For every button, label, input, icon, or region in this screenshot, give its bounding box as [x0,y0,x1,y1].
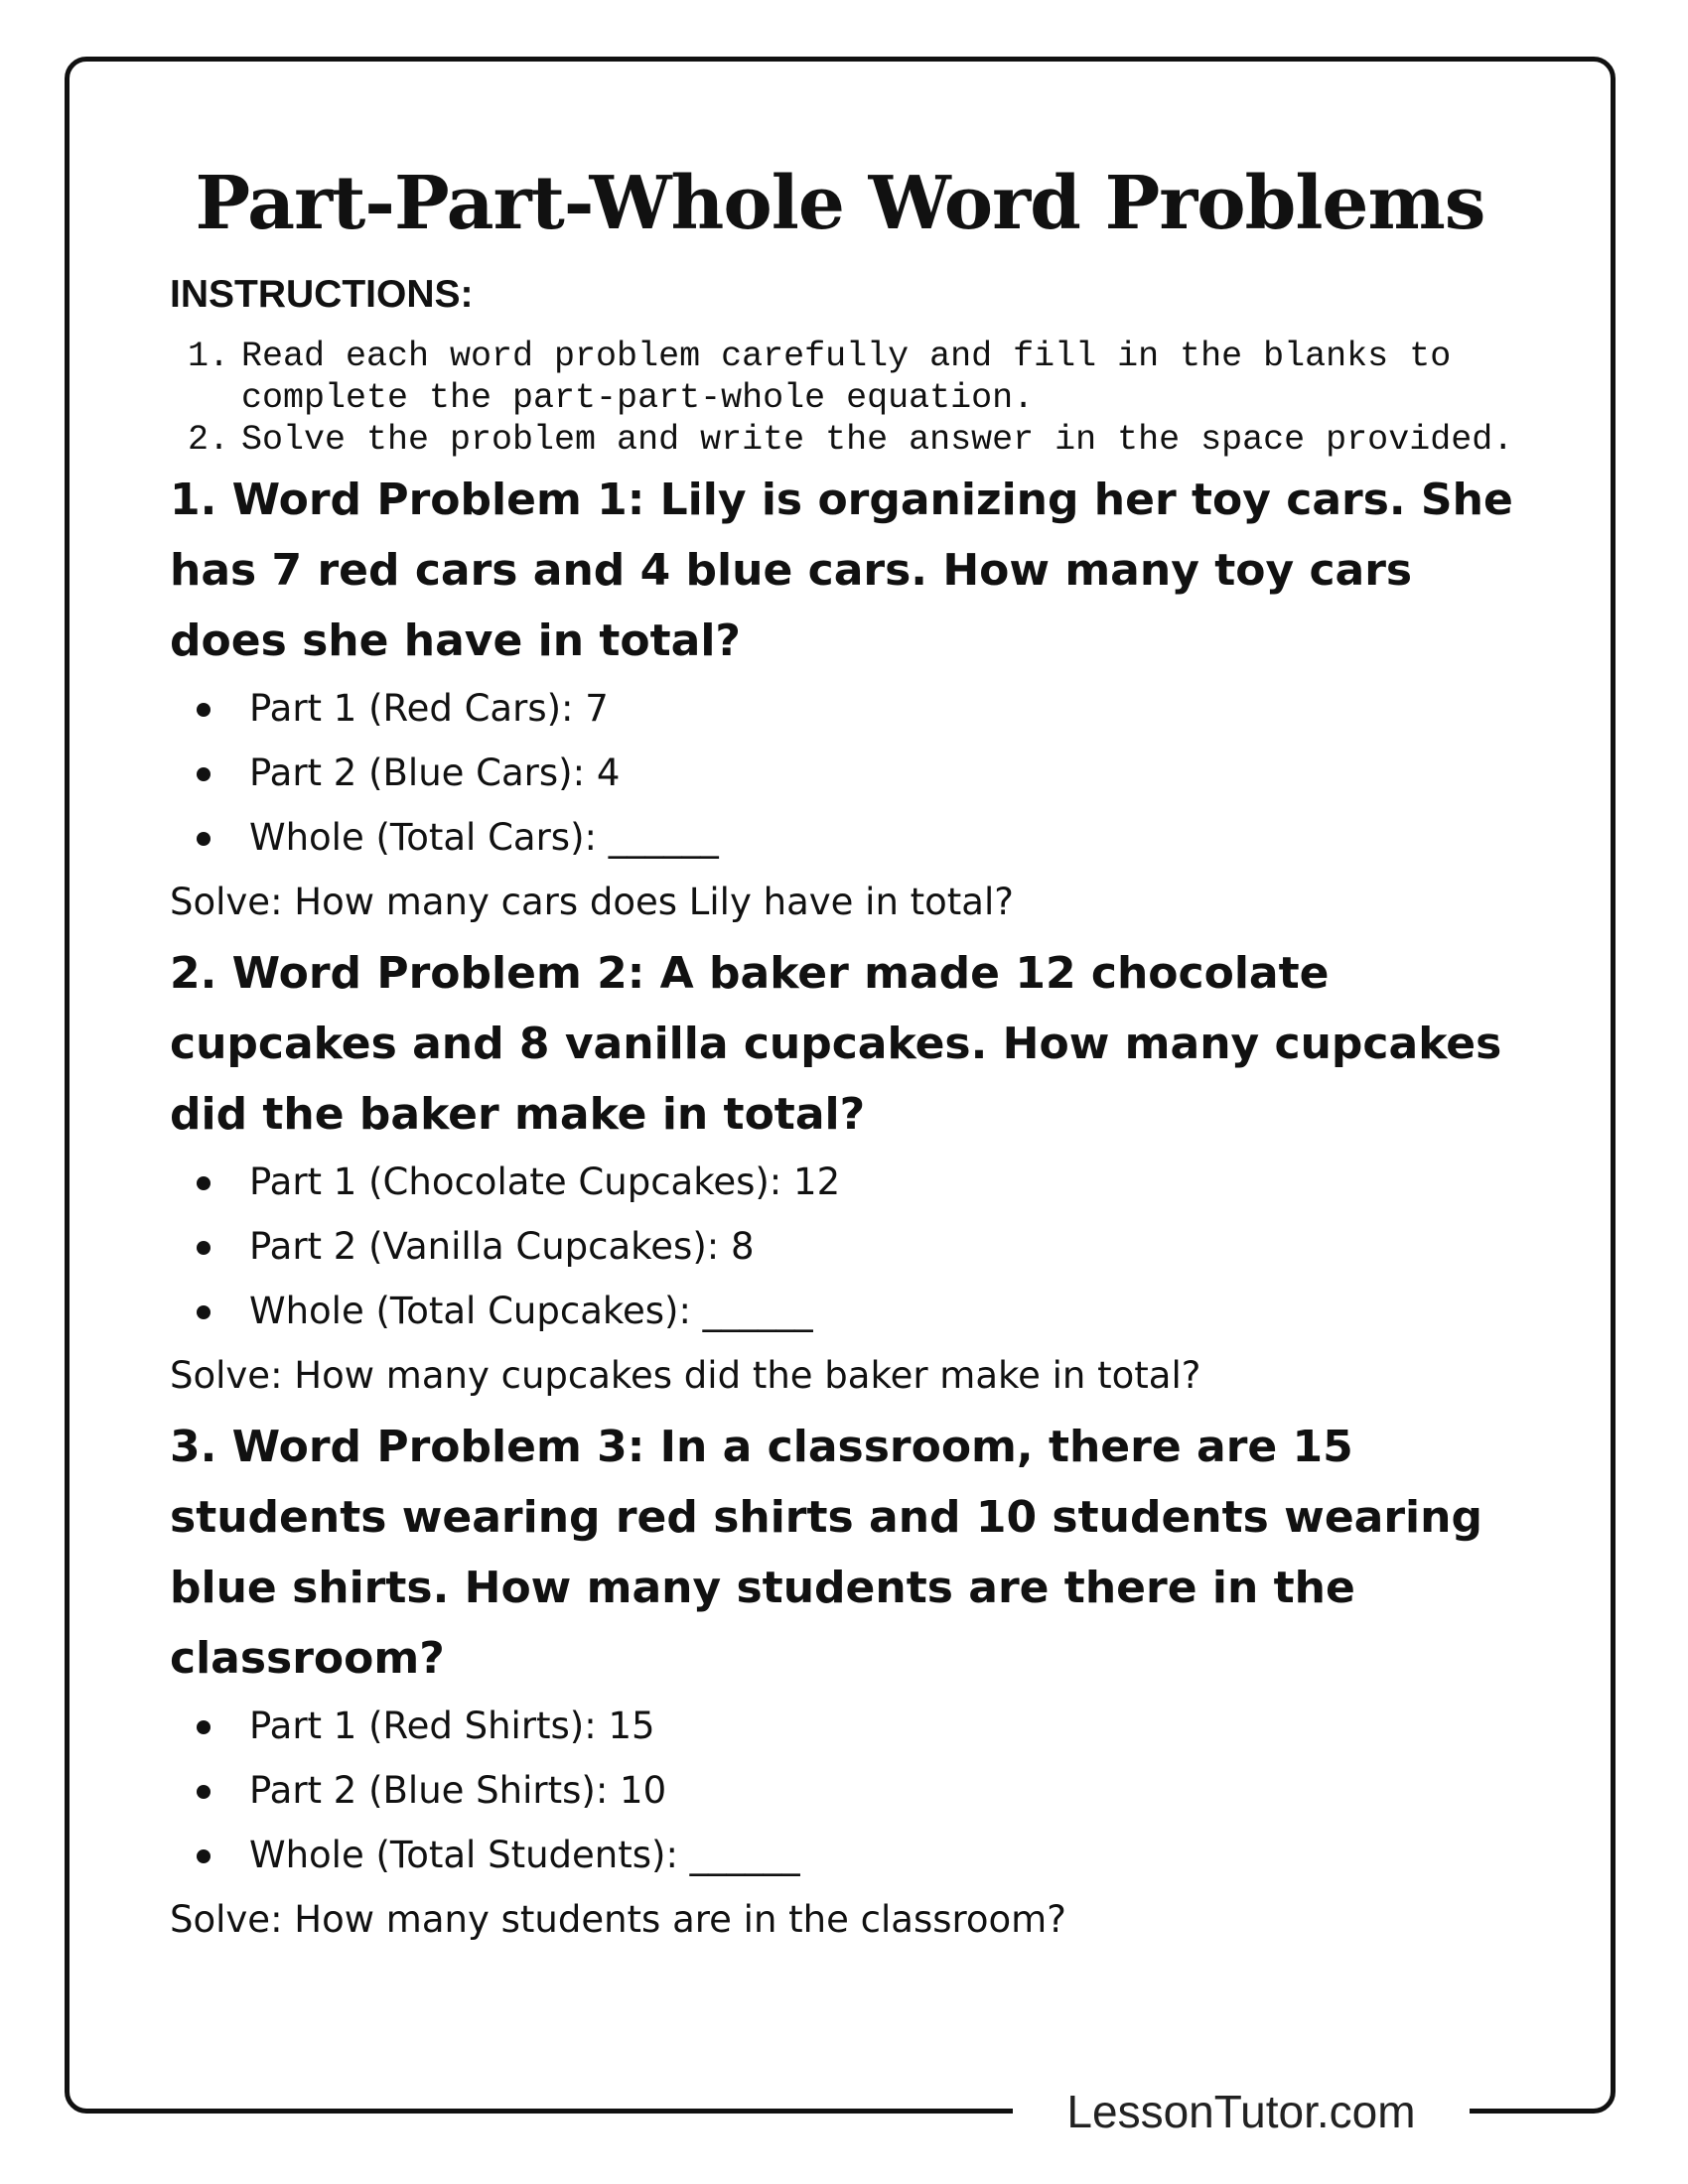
worksheet-title: Part-Part-Whole Word Problems [195,161,1485,246]
whole-line: Whole (Total Cupcakes): ______ [170,1279,1530,1343]
problem-parts-list [170,1150,1530,1343]
part-1-line: Part 1 (Red Cars): 7 [170,676,1530,741]
part-1-line: Part 1 (Red Shirts): 15 [170,1694,1530,1758]
instructions-list [170,336,1530,461]
problem-3 [170,1412,1530,1952]
problem-parts-list [170,676,1530,870]
problem-parts-list [170,1694,1530,1887]
instruction-item [170,336,1530,419]
part-2-line: Part 2 (Blue Cars): 4 [170,741,1530,805]
solve-prompt: Solve: How many cars does Lily have in total? [170,881,1014,923]
instruction-text: Read each word problem carefully and fill in the blanks to complete the part-part-whole equation. [241,337,1452,418]
instruction-number: 1. [188,337,230,376]
whole-line: Whole (Total Students): ______ [170,1823,1530,1887]
footer-site-name: LessonTutor.com [1066,2086,1416,2137]
instruction-item [170,419,1530,461]
problem-heading: 1. Word Problem 1: Lily is organizing her toy cars. She has 7 red cars and 4 blue cars. How many toy cars does she have in total? [170,475,1513,666]
solve-prompt: Solve: How many cupcakes did the baker make in total? [170,1354,1201,1397]
instruction-text: Solve the problem and write the answer in the space provided. [241,420,1514,460]
problem-heading: 3. Word Problem 3: In a classroom, there are 15 students wearing red shirts and 10 students wearing blue shirts. How many students are there in the classroom? [170,1422,1482,1684]
problem-1 [170,465,1530,934]
part-1-line: Part 1 (Chocolate Cupcakes): 12 [170,1150,1530,1214]
solve-prompt: Solve: How many students are in the classroom? [170,1898,1066,1941]
worksheet-content [170,266,1530,1952]
part-2-line: Part 2 (Blue Shirts): 10 [170,1758,1530,1823]
problem-heading: 2. Word Problem 2: A baker made 12 chocolate cupcakes and 8 vanilla cupcakes. How many cupcakes did the baker make in total? [170,948,1502,1140]
part-2-line: Part 2 (Vanilla Cupcakes): 8 [170,1214,1530,1279]
instruction-number: 2. [188,420,230,460]
whole-line: Whole (Total Cars): ______ [170,805,1530,870]
problem-2 [170,938,1530,1408]
instructions-heading: INSTRUCTIONS: [170,273,474,316]
